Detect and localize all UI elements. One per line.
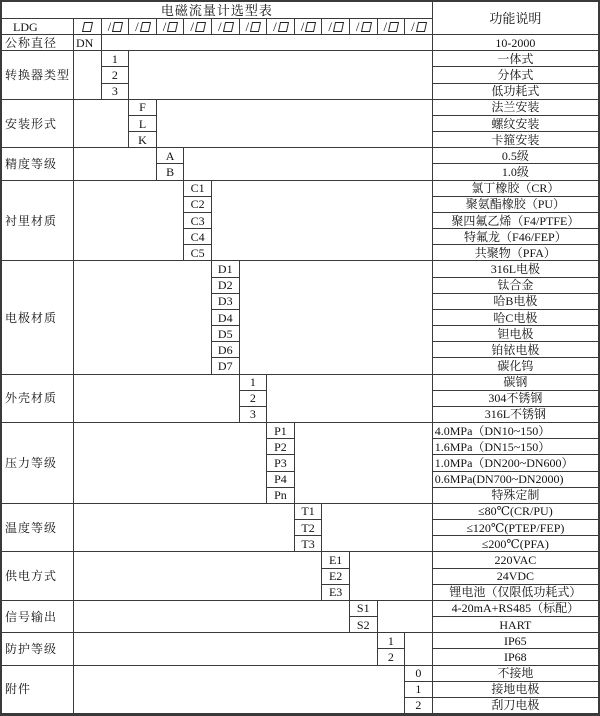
option-desc-cell: IP68: [433, 649, 598, 665]
category-label: 附件: [2, 666, 74, 714]
slash-glyph: /: [245, 19, 250, 35]
model-code-box-cell: [184, 19, 212, 35]
slash-glyph: /: [273, 19, 277, 35]
option-code-cell: 1: [378, 633, 406, 649]
option-code-cell: D3: [212, 294, 240, 310]
option-code-cell: 3: [240, 407, 268, 423]
option-code-cell: D5: [212, 326, 240, 342]
slash-glyph: /: [135, 19, 139, 35]
filler-left: [74, 601, 350, 633]
category-label: 供电方式: [2, 552, 74, 601]
option-desc-cell: 卡箍安装: [433, 132, 598, 148]
option-code-cell: 2: [378, 649, 406, 665]
category-label: 精度等级: [2, 148, 74, 180]
model-code-box-cell: [350, 19, 378, 35]
slash-glyph: /: [190, 19, 194, 35]
filler-left: [74, 181, 184, 262]
checkbox-icon: [388, 22, 399, 32]
filler-left: [74, 51, 102, 100]
option-code-cell: T2: [295, 520, 323, 536]
category-label: 防护等级: [2, 633, 74, 665]
option-code-cell: F: [129, 100, 157, 116]
filler-left: [74, 552, 322, 601]
option-code-cell: 1: [240, 375, 268, 391]
option-code-cell: D2: [212, 278, 240, 294]
option-desc-cell: 哈C电极: [433, 310, 598, 326]
option-code-cell: T3: [295, 536, 323, 552]
option-desc-cell: 4.0MPa（DN10~150）: [433, 423, 598, 439]
filler-right: [102, 35, 433, 51]
option-desc-cell: 法兰安装: [433, 100, 598, 116]
model-code-box-cell: [157, 19, 185, 35]
option-desc-cell: 螺纹安装: [433, 116, 598, 132]
option-desc-cell: 10-2000: [433, 35, 598, 51]
filler-right: [295, 423, 433, 504]
option-desc-cell: 聚氨酯橡胶（PU）: [433, 197, 598, 213]
category-label: 公称直径: [2, 35, 74, 51]
model-code-box-cell: [267, 19, 295, 35]
checkbox-icon: [360, 22, 371, 32]
option-code-cell: E1: [322, 552, 350, 568]
option-desc-cell: IP65: [433, 633, 598, 649]
option-code-cell: 2: [102, 67, 130, 83]
option-code-cell: S1: [350, 601, 378, 617]
option-code-cell: E3: [322, 585, 350, 601]
option-code-cell: E2: [322, 569, 350, 585]
model-code-box-cell: [129, 19, 157, 35]
option-desc-cell: 0.6MPa(DN700~DN2000): [433, 472, 598, 488]
option-desc-cell: 锂电池（仅限低功耗式）: [433, 585, 598, 601]
option-code-cell: C2: [184, 197, 212, 213]
filler-right: [405, 633, 433, 665]
option-desc-cell: 1.6MPa（DN15~150）: [433, 439, 598, 455]
slash-glyph: /: [217, 19, 222, 35]
option-desc-cell: 不接地: [433, 666, 598, 682]
slash-glyph: /: [162, 19, 167, 35]
option-code-cell: P4: [267, 472, 295, 488]
option-code-cell: A: [157, 148, 185, 164]
option-desc-cell: 刮刀电极: [433, 698, 598, 714]
option-desc-cell: 316L电极: [433, 261, 598, 277]
option-desc-cell: 钛合金: [433, 278, 598, 294]
option-desc-cell: 接地电极: [433, 682, 598, 698]
table-title: 电磁流量计选型表: [2, 2, 433, 19]
checkbox-icon: [140, 22, 151, 32]
category-label: 衬里材质: [2, 181, 74, 262]
slash-glyph: /: [107, 19, 112, 35]
category-label: 温度等级: [2, 504, 74, 552]
filler-right: [267, 375, 433, 423]
filler-right: [350, 552, 433, 601]
category-label: 压力等级: [2, 423, 74, 504]
option-desc-cell: ≤80℃(CR/PU): [433, 504, 598, 520]
model-code-box-cell: [102, 19, 130, 35]
filler-right: [378, 601, 433, 633]
filler-left: [74, 666, 405, 714]
option-code-cell: S2: [350, 617, 378, 633]
option-code-cell: D6: [212, 342, 240, 358]
option-desc-cell: 聚四氟乙烯（F4/PTFE）: [433, 213, 598, 229]
option-code-cell: P3: [267, 455, 295, 471]
checkbox-icon: [82, 22, 93, 32]
checkbox-icon: [167, 22, 178, 32]
option-code-cell: C3: [184, 213, 212, 229]
option-code-cell: D4: [212, 310, 240, 326]
option-code-cell: 2: [240, 391, 268, 407]
checkbox-icon: [305, 22, 316, 32]
option-code-cell: Pn: [267, 488, 295, 504]
option-code-cell: DN: [74, 35, 102, 51]
checkbox-icon: [333, 22, 344, 32]
option-desc-cell: 1.0MPa（DN200~DN600）: [433, 455, 598, 471]
category-label: 电极材质: [2, 261, 74, 374]
category-label: 外壳材质: [2, 375, 74, 423]
option-desc-cell: 304不锈钢: [433, 391, 598, 407]
filler-left: [74, 423, 267, 504]
option-code-cell: B: [157, 164, 185, 180]
checkbox-icon: [416, 22, 427, 32]
filler-left: [74, 633, 378, 665]
slash-glyph: /: [355, 19, 360, 35]
filler-right: [240, 261, 433, 374]
checkbox-icon: [250, 22, 261, 32]
option-desc-cell: 特氟龙（F46/FEP）: [433, 229, 598, 245]
option-desc-cell: 一体式: [433, 51, 598, 67]
option-desc-cell: 4-20mA+RS485（标配）: [433, 601, 598, 617]
category-label: 转换器类型: [2, 51, 74, 100]
option-desc-cell: 316L不锈钢: [433, 407, 598, 423]
model-code-box-cell: [378, 19, 406, 35]
option-code-cell: 1: [102, 51, 130, 67]
option-desc-cell: 哈B电极: [433, 294, 598, 310]
filler-left: [74, 261, 212, 374]
option-desc-cell: 特殊定制: [433, 488, 598, 504]
option-code-cell: D1: [212, 261, 240, 277]
model-code-box-cell: [74, 19, 102, 35]
option-desc-cell: 220VAC: [433, 552, 598, 568]
model-code-label: LDG: [2, 19, 74, 35]
option-desc-cell: 1.0级: [433, 164, 598, 180]
option-desc-cell: HART: [433, 617, 598, 633]
option-code-cell: 3: [102, 84, 130, 100]
option-desc-cell: 铂铱电极: [433, 342, 598, 358]
option-code-cell: 0: [405, 666, 433, 682]
option-code-cell: C5: [184, 245, 212, 261]
option-desc-cell: 钽电极: [433, 326, 598, 342]
filler-right: [129, 51, 433, 100]
slash-glyph: /: [300, 19, 305, 35]
option-desc-cell: ≤200℃(PFA): [433, 536, 598, 552]
option-code-cell: T1: [295, 504, 323, 520]
option-desc-cell: 碳化钨: [433, 358, 598, 374]
option-desc-cell: 低功耗式: [433, 84, 598, 100]
function-description-header: 功能说明: [433, 2, 598, 35]
option-code-cell: 1: [405, 682, 433, 698]
model-code-box-cell: [295, 19, 323, 35]
option-code-cell: C4: [184, 229, 212, 245]
filler-left: [74, 375, 240, 423]
category-label: 安装形式: [2, 100, 74, 148]
slash-glyph: /: [383, 19, 388, 35]
slash-glyph: /: [411, 19, 415, 35]
filler-left: [74, 148, 157, 180]
checkbox-icon: [223, 22, 234, 32]
filler-right: [322, 504, 432, 552]
checkbox-icon: [278, 22, 289, 32]
option-desc-cell: 0.5级: [433, 148, 598, 164]
model-code-box-cell: [322, 19, 350, 35]
option-code-cell: 2: [405, 698, 433, 714]
option-code-cell: P2: [267, 439, 295, 455]
option-code-cell: L: [129, 116, 157, 132]
option-desc-cell: 共聚物（PFA）: [433, 245, 598, 261]
option-code-cell: D7: [212, 358, 240, 374]
filler-right: [184, 148, 432, 180]
model-code-box-cell: [405, 19, 433, 35]
model-code-box-cell: [212, 19, 240, 35]
option-code-cell: K: [129, 132, 157, 148]
slash-glyph: /: [328, 19, 332, 35]
option-code-cell: C1: [184, 181, 212, 197]
option-desc-cell: 分体式: [433, 67, 598, 83]
checkbox-icon: [195, 22, 206, 32]
option-desc-cell: ≤120℃(PTEP/FEP): [433, 520, 598, 536]
option-code-cell: P1: [267, 423, 295, 439]
filler-left: [74, 504, 295, 552]
filler-right: [212, 181, 433, 262]
filler-left: [74, 100, 129, 148]
filler-right: [157, 100, 433, 148]
option-desc-cell: 碳钢: [433, 375, 598, 391]
model-code-box-cell: [240, 19, 268, 35]
category-label: 信号输出: [2, 601, 74, 633]
option-desc-cell: 氯丁橡胶（CR）: [433, 181, 598, 197]
checkbox-icon: [112, 22, 123, 32]
option-desc-cell: 24VDC: [433, 569, 598, 585]
